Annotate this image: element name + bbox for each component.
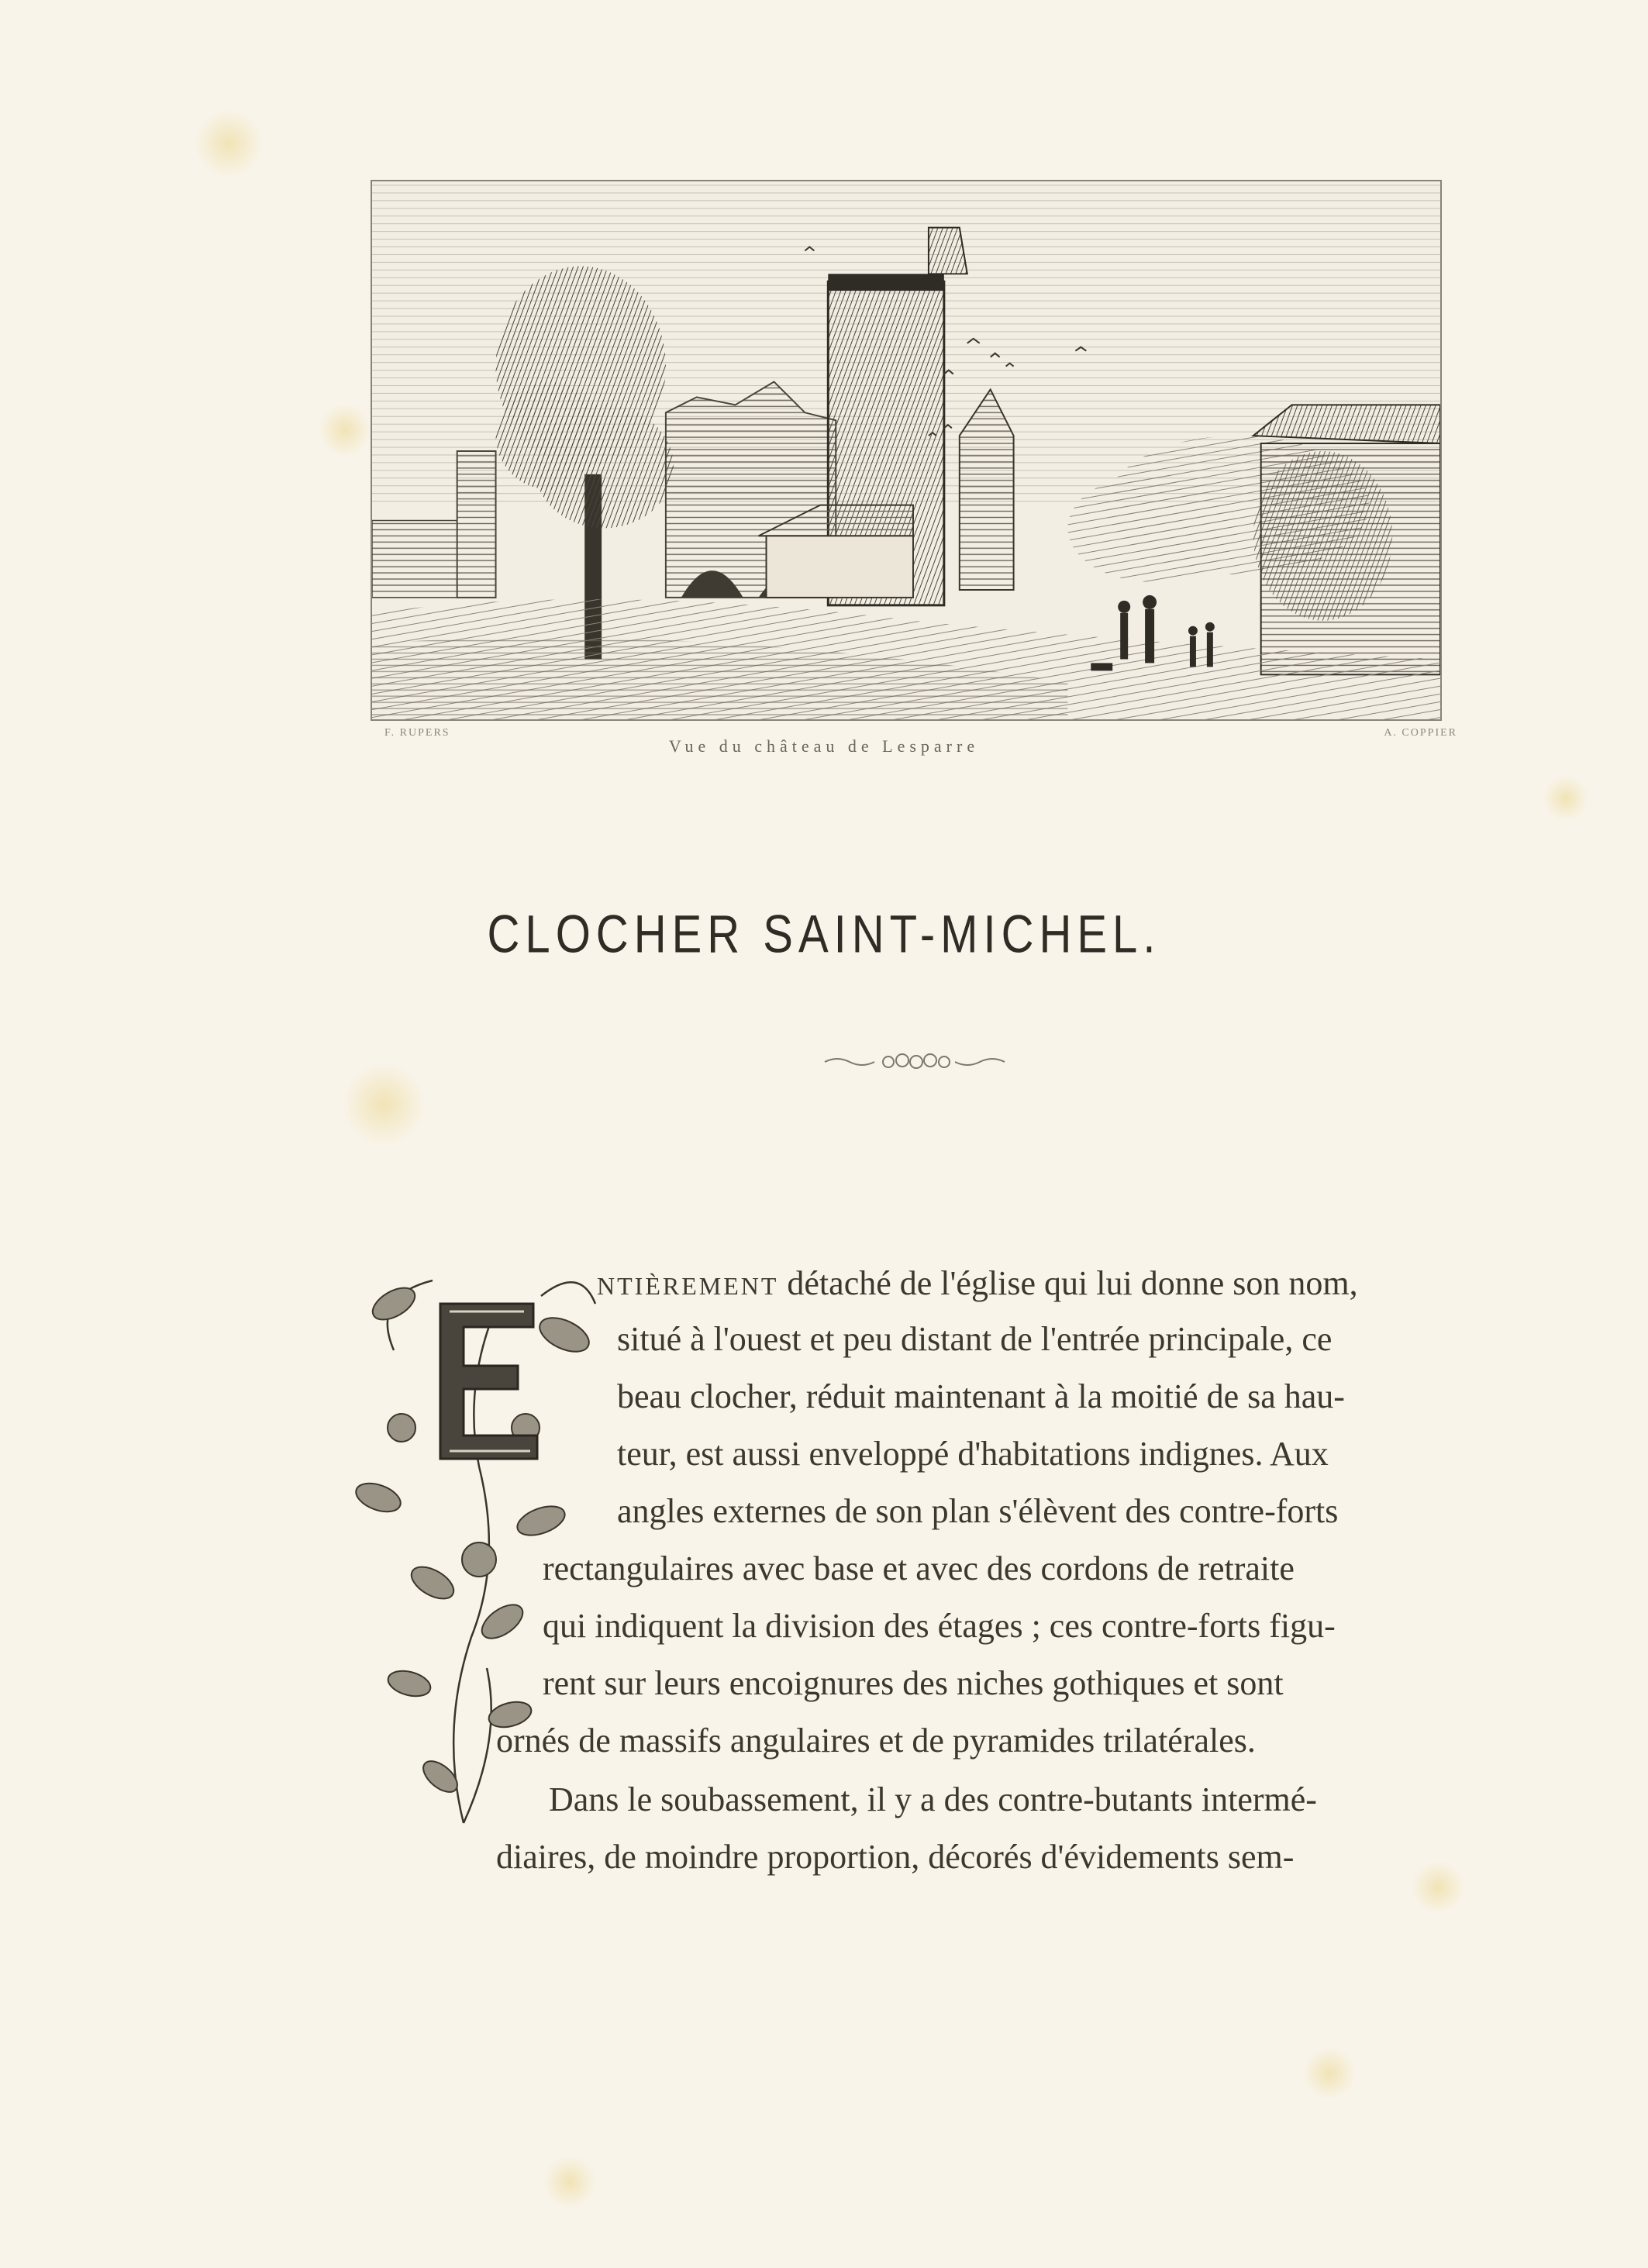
paragraph-1-line-6: rectangulaires avec base et avec des cordons de retraite	[543, 1549, 1295, 1587]
foxing-stain	[194, 109, 264, 178]
decorated-initial-e	[347, 1234, 603, 1854]
paragraph-1-line-7: qui indiquent la division des étages ; ces contre-forts figu-	[543, 1607, 1336, 1645]
paragraph-1-line-5: angles externes de son plan s'élèvent des contre-forts	[617, 1492, 1339, 1530]
paragraph-1-line-1	[597, 1264, 1358, 1302]
foxing-stain	[1543, 775, 1589, 822]
paragraph-2-line-2: diaires, de moindre proportion, décorés d'évidements sem-	[496, 1838, 1295, 1876]
foxing-stain	[543, 2155, 597, 2209]
paragraph-2-line-1: Dans le soubassement, il y a des contre-butants intermé-	[549, 1780, 1317, 1818]
chapter-heading: CLOCHER SAINT-MICHEL.	[487, 905, 1161, 964]
paragraph-1-line-4: teur, est aussi enveloppé d'habitations indignes. Aux	[617, 1435, 1329, 1473]
foxing-stain	[318, 403, 372, 457]
paragraph-1-line-9: ornés de massifs angulaires et de pyramides trilatérales.	[496, 1722, 1256, 1760]
engraver-credit-left: F. RUPERS	[384, 727, 450, 739]
foxing-stain	[341, 1062, 426, 1147]
image-caption: Vue du château de Lesparre	[668, 736, 980, 756]
first-word-smallcaps: NTIÈREMENT	[597, 1272, 779, 1300]
ornamental-divider	[822, 1048, 1008, 1076]
line-text: détaché de l'église qui lui donne son nom,	[778, 1264, 1358, 1302]
engraver-credit-right: A. COPPIER	[1384, 727, 1457, 739]
foxing-stain	[1302, 2046, 1357, 2101]
paragraph-1-line-3: beau clocher, réduit maintenant à la moitié de sa hau-	[617, 1377, 1345, 1415]
paragraph-1-line-8: rent sur leurs encoignures des niches gothiques et sont	[543, 1664, 1284, 1702]
chateau-engraving	[371, 180, 1442, 721]
foxing-stain	[1411, 1860, 1465, 1915]
paragraph-1-line-2: situé à l'ouest et peu distant de l'entrée principale, ce	[617, 1320, 1333, 1358]
